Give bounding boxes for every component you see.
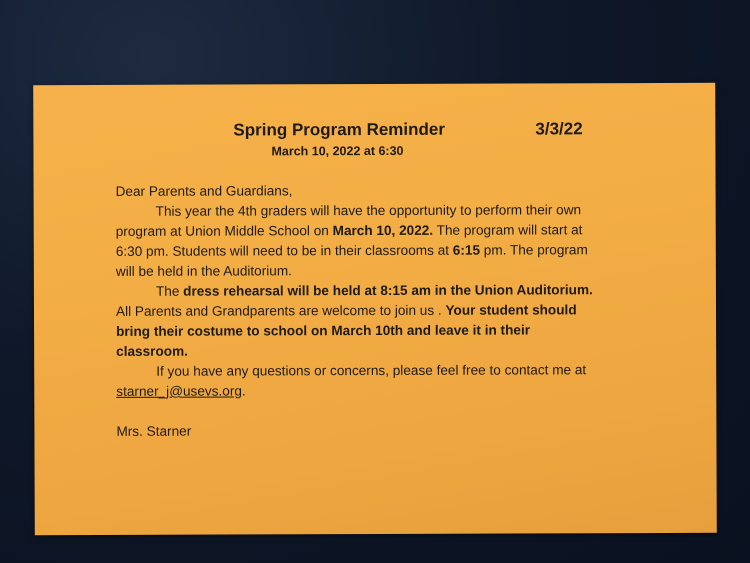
text-span: pm. The program <box>479 242 588 258</box>
text-line <box>116 240 616 262</box>
text-span: program at Union Middle School on <box>115 223 333 239</box>
costume-note-line: bring their costume to school on March 10th and leave it in their <box>116 322 531 339</box>
costume-note: Your student should <box>445 302 577 318</box>
text-line <box>116 280 616 302</box>
event-datetime: March 10, 2022 at 6:30 <box>271 143 404 159</box>
text-span: All Parents and Grandparents are welcome to join us . <box>115 302 446 319</box>
letter-body <box>116 180 617 442</box>
letter-title: Spring Program Reminder <box>233 119 446 140</box>
costume-note-line: classroom. <box>116 343 188 359</box>
text-span: The program will start at <box>433 222 583 238</box>
text-line <box>116 300 616 322</box>
text-line: This year the 4th graders will have the opportunity to perform their own <box>155 202 582 219</box>
text-span: The <box>155 283 184 299</box>
signature: Mrs. Starner <box>116 423 192 439</box>
arrival-time: 6:15 <box>452 242 481 258</box>
paragraph-contact <box>116 360 616 402</box>
program-date: March 10, 2022. <box>332 222 434 239</box>
rehearsal-info: dress rehearsal will be held at 8:15 am in the Union Auditorium. <box>183 282 593 299</box>
paragraph-program <box>116 200 616 282</box>
greeting: Dear Parents and Guardians, <box>115 183 293 199</box>
email-link[interactable]: starner_j@usevs.org <box>116 383 242 399</box>
letter-date: 3/3/22 <box>535 119 583 139</box>
text-line <box>116 380 616 402</box>
text-span: . <box>241 383 246 399</box>
paragraph-rehearsal <box>116 280 616 362</box>
text-line: will be held in the Auditorium. <box>115 263 292 279</box>
text-span: 6:30 pm. Students will need to be in their classrooms at <box>115 242 453 259</box>
text-line: If you have any questions or concerns, please feel free to contact me at <box>156 362 587 379</box>
text-line <box>116 220 616 242</box>
paper-sheet <box>33 83 717 535</box>
